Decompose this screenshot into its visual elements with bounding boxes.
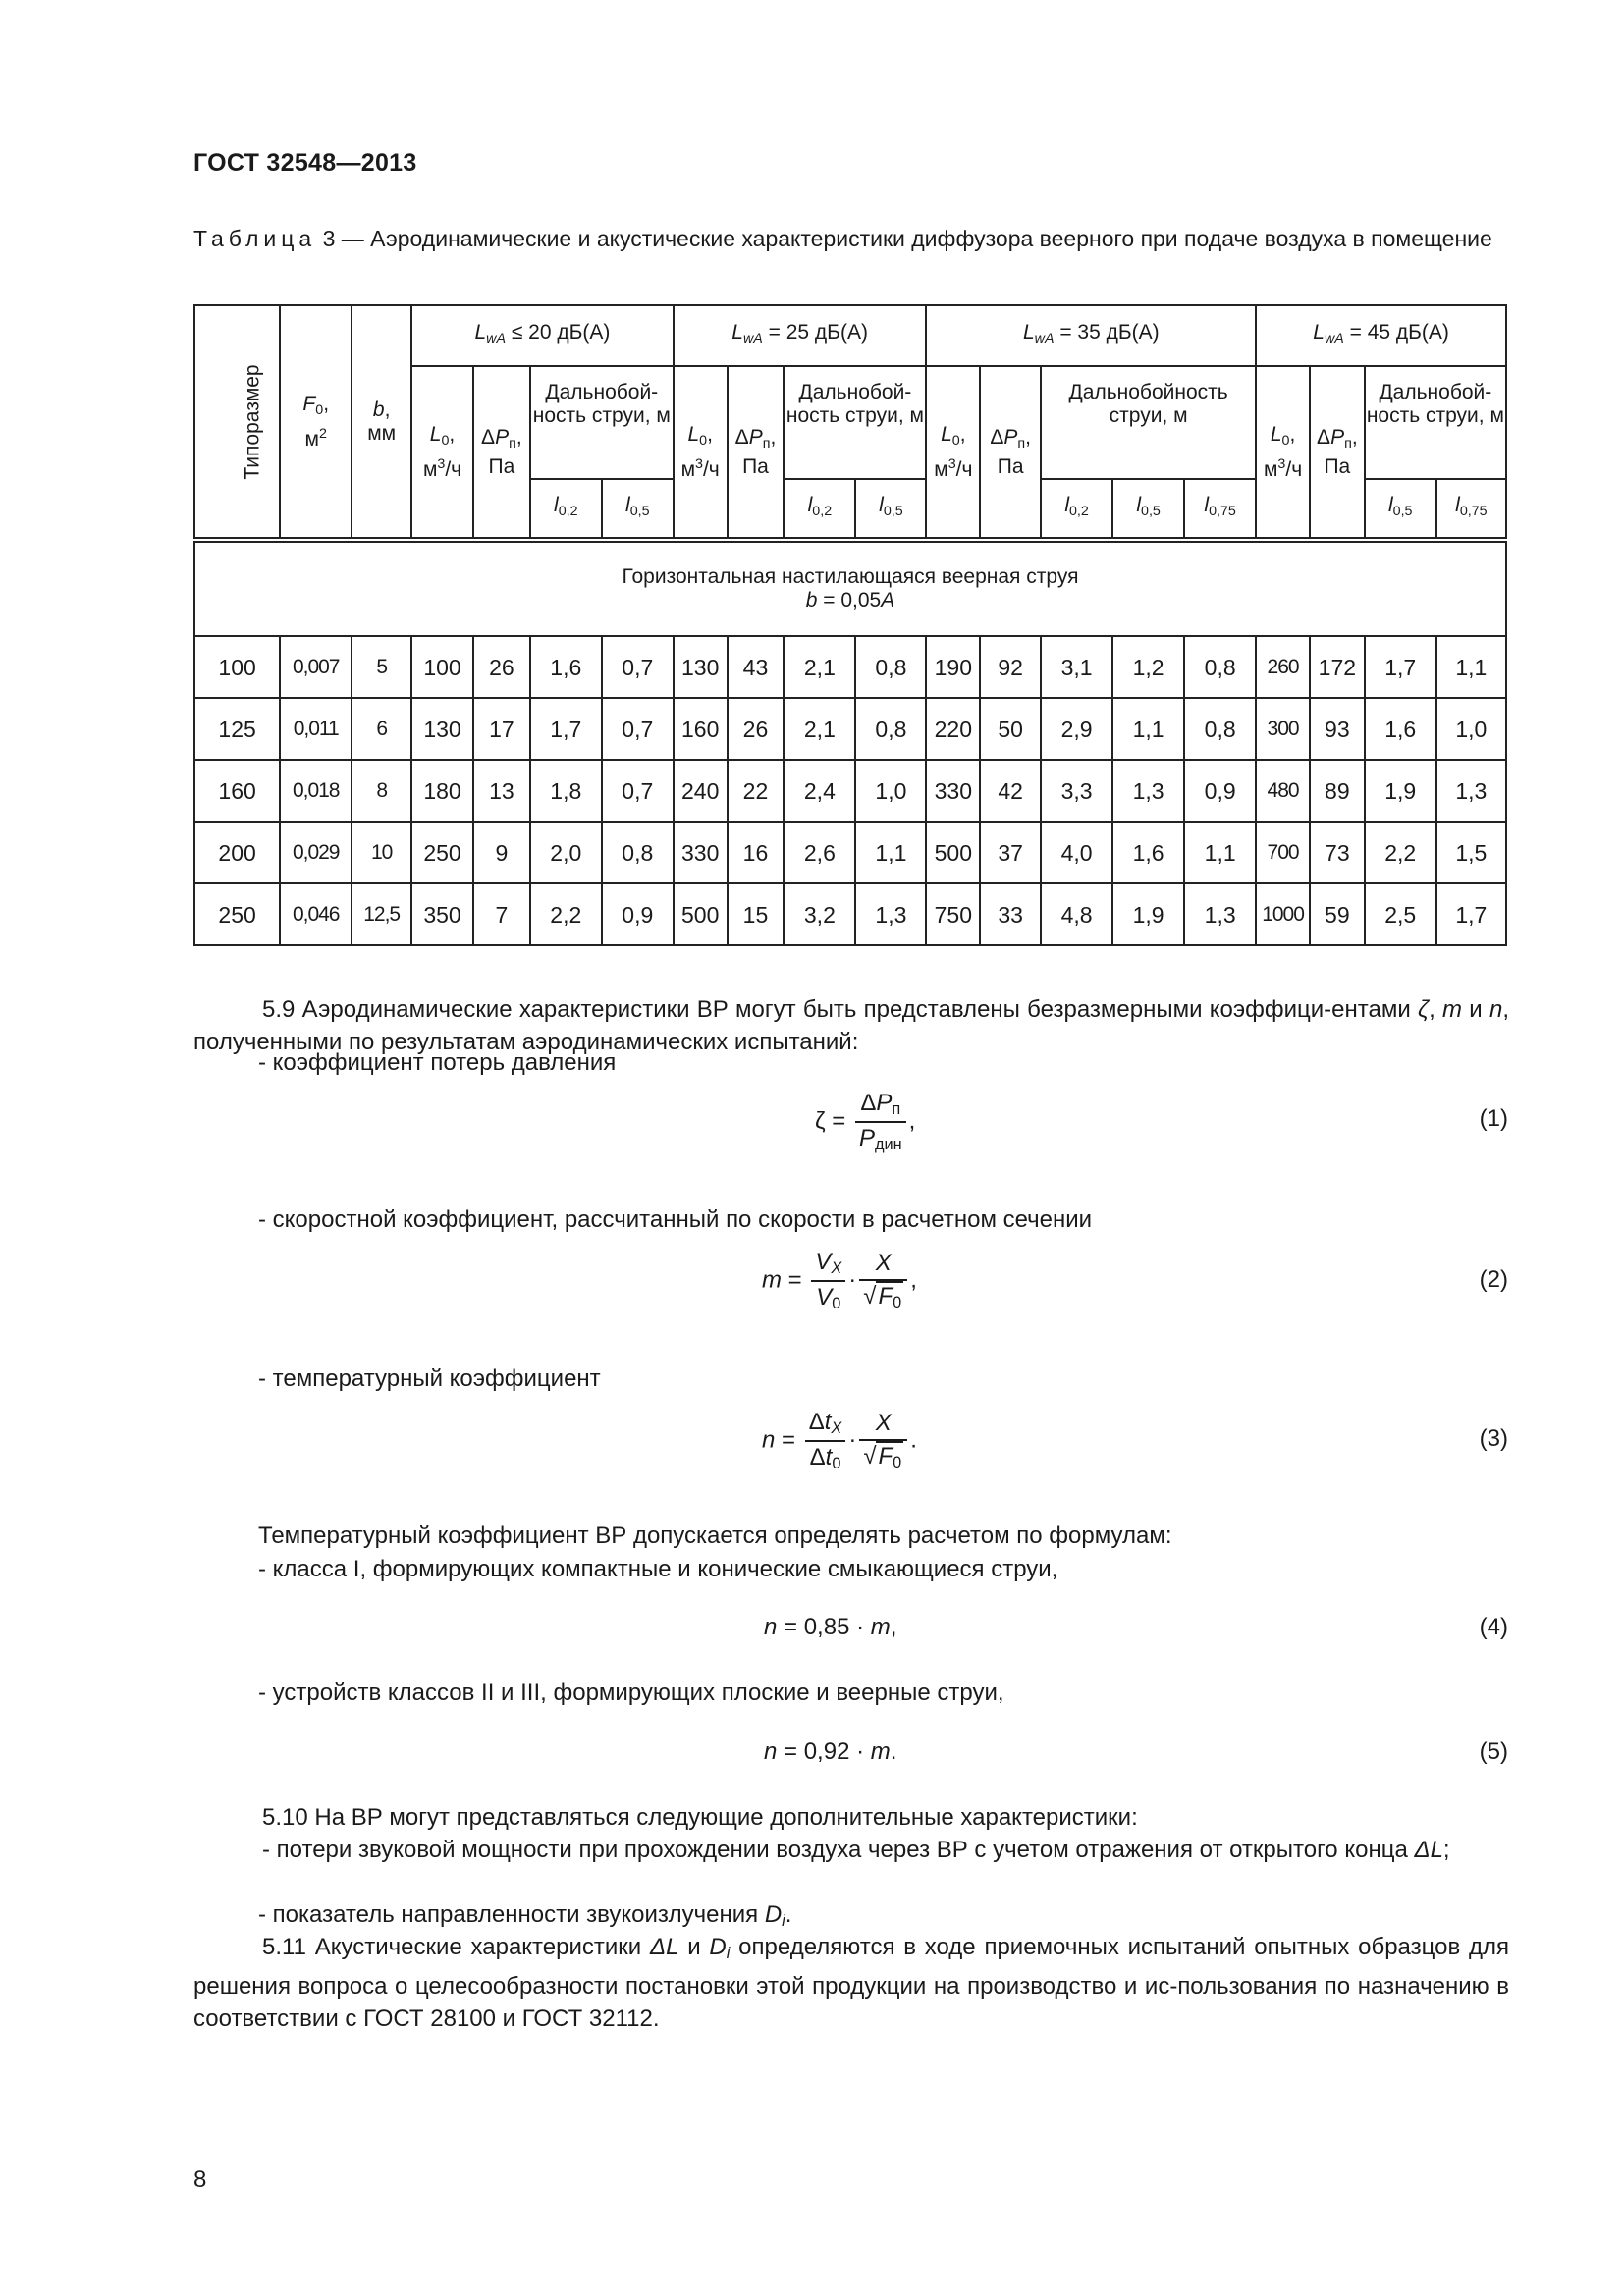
item-pressure-loss: - коэффициент потерь давления: [258, 1049, 617, 1076]
l-header-0-1: $l_{0,5}$: [602, 479, 674, 540]
group-header-45: $L_{wA} = 45$ дБ(А): [1256, 305, 1506, 366]
table-cell: 0,018: [280, 760, 352, 822]
aero-acoustic-table: [193, 304, 1507, 946]
table-cell: 10: [352, 822, 411, 883]
item-class-1: - класса I, формирующих компактные и конические смыкающиеся струи,: [258, 1556, 1058, 1582]
table-cell: 1,5: [1436, 822, 1506, 883]
l0-header-0: $L_0$, $м^3/ч$: [411, 366, 473, 540]
table-cell: 2,6: [784, 822, 855, 883]
page-number: 8: [193, 2166, 207, 2193]
table-row: [194, 822, 1506, 883]
table-cell: 172: [1310, 636, 1365, 698]
table-cell: 130: [411, 698, 473, 760]
table-cell: 2,4: [784, 760, 855, 822]
table-cell: 4,8: [1041, 883, 1112, 945]
group-header-20: $L_{wA} \le 20$ дБ(А): [411, 305, 674, 366]
table-cell: 700: [1256, 822, 1310, 883]
table-cell: 59: [1310, 883, 1365, 945]
table-cell: 100: [411, 636, 473, 698]
table-row: [194, 698, 1506, 760]
table-cell: 350: [411, 883, 473, 945]
table-cell: 220: [926, 698, 980, 760]
table-cell: 0,7: [602, 760, 674, 822]
table-cell: 480: [1256, 760, 1310, 822]
table-cell: 2,2: [530, 883, 602, 945]
table-caption: [193, 224, 1509, 253]
table-cell: 500: [674, 883, 728, 945]
table-cell: 1,1: [1184, 822, 1256, 883]
table-cell: 260: [1256, 636, 1310, 698]
table-cell: 0,011: [280, 698, 352, 760]
table-cell: 0,7: [602, 636, 674, 698]
table-cell: 1,3: [1112, 760, 1184, 822]
b-header: b, мм: [352, 305, 411, 540]
equation-number-1: (1): [1479, 1105, 1508, 1132]
table-cell: 1,6: [530, 636, 602, 698]
table-cell: 5: [352, 636, 411, 698]
table-cell: 300: [1256, 698, 1310, 760]
table-cell: 1,7: [530, 698, 602, 760]
table-cell: 330: [926, 760, 980, 822]
table-cell: 1,3: [855, 883, 926, 945]
table-cell: 0,029: [280, 822, 352, 883]
table-cell: 240: [674, 760, 728, 822]
formula-3: n = $\frac{\Delta t_X}{\Delta t_0}$ · $\frac{X}{√F_0}$ .: [762, 1409, 917, 1472]
table-cell: 1,6: [1365, 698, 1436, 760]
table-cell: 89: [1310, 760, 1365, 822]
table-cell: 0,9: [602, 883, 674, 945]
table-cell: 3,2: [784, 883, 855, 945]
dp-header-2: $\Delta P_п$, Па: [980, 366, 1041, 540]
table-cell: 37: [980, 822, 1041, 883]
l-header-2-1: $l_{0,5}$: [1112, 479, 1184, 540]
equation-number-4: (4): [1479, 1614, 1508, 1640]
table-cell: 100: [194, 636, 280, 698]
dp-header-1: $\Delta P_п$, Па: [728, 366, 785, 540]
dp-header-0: $\Delta P_п$, Па: [473, 366, 530, 540]
table-cell: 1,9: [1365, 760, 1436, 822]
table-cell: 0,8: [855, 636, 926, 698]
typesize-header: Типоразмер: [194, 305, 280, 540]
table-cell: 2,1: [784, 698, 855, 760]
table-cell: 0,8: [1184, 636, 1256, 698]
temperature-intro: Температурный коэффициент ВР допускается определять расчетом по формулам:: [258, 1522, 1172, 1549]
table-cell: 9: [473, 822, 530, 883]
table-cell: 250: [194, 883, 280, 945]
table-cell: 17: [473, 698, 530, 760]
l-header-3-1: $l_{0,75}$: [1436, 479, 1506, 540]
table-row: [194, 636, 1506, 698]
table-cell: 1,7: [1365, 636, 1436, 698]
table-cell: 8: [352, 760, 411, 822]
table-cell: 2,0: [530, 822, 602, 883]
table-cell: 130: [674, 636, 728, 698]
table-cell: 160: [194, 760, 280, 822]
paragraph-5-10: 5.10 На ВР могут представляться следующие дополнительные характеристики:: [262, 1804, 1138, 1831]
table-cell: 92: [980, 636, 1041, 698]
table-data-body: [194, 636, 1506, 945]
table-cell: 13: [473, 760, 530, 822]
table-cell: 15: [728, 883, 785, 945]
l-header-1-0: $l_{0,2}$: [784, 479, 855, 540]
formula-4: n = 0,85 · m,: [764, 1614, 897, 1640]
table-cell: 7: [473, 883, 530, 945]
caption-label: Таблица: [193, 226, 317, 251]
table-cell: 0,7: [602, 698, 674, 760]
equation-number-5: (5): [1479, 1738, 1508, 1765]
dp-header-3: $\Delta P_п$, Па: [1310, 366, 1365, 540]
table-cell: 200: [194, 822, 280, 883]
l-header-3-0: $l_{0,5}$: [1365, 479, 1436, 540]
table-cell: 2,5: [1365, 883, 1436, 945]
table-cell: 3,1: [1041, 636, 1112, 698]
table-cell: 1,1: [1436, 636, 1506, 698]
range-header-0: Дальнобой-ность струи, м: [530, 366, 674, 479]
table-cell: 500: [926, 822, 980, 883]
table-cell: 4,0: [1041, 822, 1112, 883]
table-cell: 26: [728, 698, 785, 760]
table-cell: 22: [728, 760, 785, 822]
table-cell: 1,0: [1436, 698, 1506, 760]
table-cell: 1,9: [1112, 883, 1184, 945]
table-cell: 330: [674, 822, 728, 883]
table-cell: 42: [980, 760, 1041, 822]
f0-header: $F_0$, $м^2$: [280, 305, 352, 540]
range-header-1: Дальнобой-ность струи, м: [784, 366, 926, 479]
table-cell: 0,9: [1184, 760, 1256, 822]
item-sound-power-loss: - потери звуковой мощности при прохождении воздуха через ВР с учетом отражения от открытого конца ΔL;: [262, 1837, 1450, 1863]
table-cell: 0,046: [280, 883, 352, 945]
table-cell: 125: [194, 698, 280, 760]
table-cell: 3,3: [1041, 760, 1112, 822]
table-cell: 1,1: [1112, 698, 1184, 760]
table-cell: 1,2: [1112, 636, 1184, 698]
table-cell: 0,8: [1184, 698, 1256, 760]
table-cell: 1,8: [530, 760, 602, 822]
group-header-25: $L_{wA} = 25$ дБ(А): [674, 305, 927, 366]
table-cell: 33: [980, 883, 1041, 945]
table-cell: 1000: [1256, 883, 1310, 945]
table-cell: 1,3: [1436, 760, 1506, 822]
equation-number-2: (2): [1479, 1266, 1508, 1293]
table-cell: 180: [411, 760, 473, 822]
table-cell: 0,8: [855, 698, 926, 760]
table-cell: 16: [728, 822, 785, 883]
section-row: Горизонтальная настилающаяся веерная струя b = 0,05A: [194, 540, 1506, 636]
table-cell: 2,9: [1041, 698, 1112, 760]
l-header-2-2: $l_{0,75}$: [1184, 479, 1256, 540]
table-cell: 6: [352, 698, 411, 760]
formula-2: m = $\frac{V_X}{V_0}$ · $\frac{X}{√F_0}$ ,: [762, 1249, 917, 1312]
table-cell: 73: [1310, 822, 1365, 883]
l-header-1-1: $l_{0,5}$: [855, 479, 926, 540]
item-class-2-3: - устройств классов II и III, формирующих плоские и веерные струи,: [258, 1680, 1004, 1706]
table-cell: 12,5: [352, 883, 411, 945]
range-header-3: Дальнобой-ность струи, м: [1365, 366, 1506, 479]
l0-header-2: $L_0$, $м^3/ч$: [926, 366, 980, 540]
table-cell: 190: [926, 636, 980, 698]
table-cell: 160: [674, 698, 728, 760]
item-directivity: - показатель направленности звукоизлучения $D_i$.: [258, 1901, 792, 1930]
group-header-35: $L_{wA} = 35$ дБ(А): [926, 305, 1256, 366]
l-header-2-0: $l_{0,2}$: [1041, 479, 1112, 540]
table-cell: 0,8: [602, 822, 674, 883]
l-header-0-0: $l_{0,2}$: [530, 479, 602, 540]
table-cell: 50: [980, 698, 1041, 760]
table-cell: 1,1: [855, 822, 926, 883]
paragraph-5-9: 5.9 Аэродинамические характеристики ВР могут быть представлены безразмерными коэффици-ентами ζ, m и n, полученными по результатам аэродинамических испытаний:: [193, 996, 1509, 1055]
table-cell: 93: [1310, 698, 1365, 760]
item-velocity-coef: - скоростной коэффициент, рассчитанный по скорости в расчетном сечении: [258, 1206, 1093, 1233]
formula-1: ζ = $\frac{\Delta P_п}{P_{дин}}$ ,: [815, 1090, 916, 1153]
table-cell: 2,1: [784, 636, 855, 698]
table-cell: 1,7: [1436, 883, 1506, 945]
range-header-2: Дальнобойность струи, м: [1041, 366, 1256, 479]
table-cell: 43: [728, 636, 785, 698]
table-cell: 0,007: [280, 636, 352, 698]
table-row: [194, 883, 1506, 945]
item-temperature-coef: - температурный коэффициент: [258, 1365, 601, 1392]
table-cell: 2,2: [1365, 822, 1436, 883]
table-cell: 750: [926, 883, 980, 945]
paragraph-5-11: 5.11 Акустические характеристики ΔL и $D_i$ определяются в ходе приемочных испытаний опытных образцов для решения вопроса о целесообразности постановки этой продукции на производство и ис-пользования по назначению в соответствии с ГОСТ 28100 и ГОСТ 32112.: [193, 1934, 1509, 2032]
table-cell: 1,3: [1184, 883, 1256, 945]
l0-header-1: $L_0$, $м^3/ч$: [674, 366, 728, 540]
equation-number-3: (3): [1479, 1425, 1508, 1452]
l0-header-3: $L_0$, $м^3/ч$: [1256, 366, 1310, 540]
formula-5: n = 0,92 · m.: [764, 1738, 897, 1765]
table-cell: 250: [411, 822, 473, 883]
table-cell: 1,0: [855, 760, 926, 822]
caption-text: 3 — Аэродинамические и акустические характеристики диффузора веерного при подаче воздуха в помещение: [316, 226, 1492, 251]
table-row: [194, 760, 1506, 822]
document-code: ГОСТ 32548—2013: [193, 149, 417, 177]
table-cell: 1,6: [1112, 822, 1184, 883]
table-cell: 26: [473, 636, 530, 698]
